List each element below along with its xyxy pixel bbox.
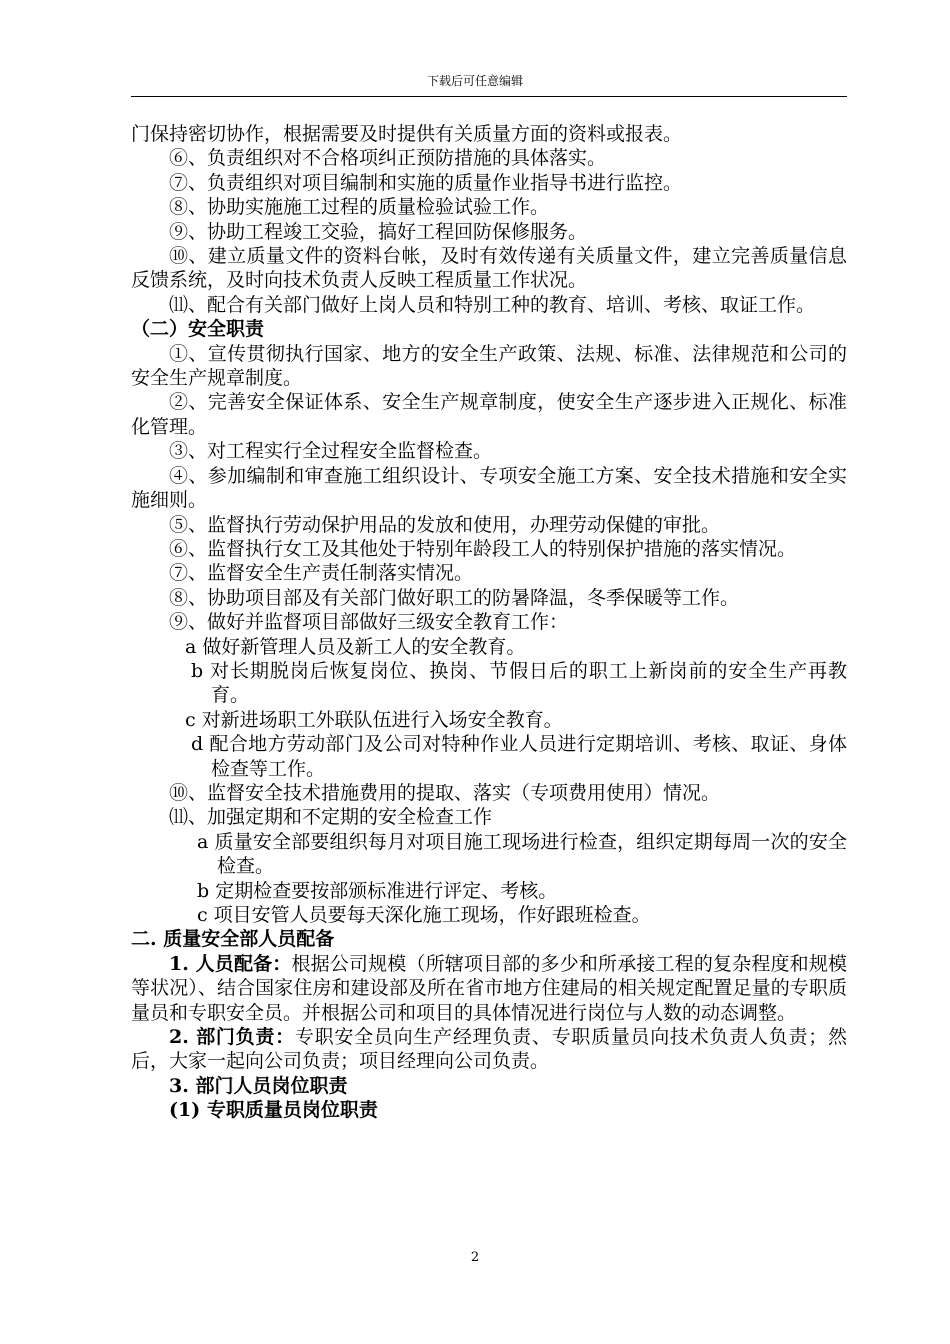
page-header: 下载后可任意编辑 [426, 74, 523, 88]
safety-duty-2: ②、完善安全保证体系、安全生产规章制度，使安全生产逐步进入正规化、标准化管理。 [131, 391, 847, 438]
safety-duty-8: ⑧、协助项目部及有关部门做好职工的防暑降温，冬季保暖等工作。 [169, 586, 740, 609]
header-divider [131, 96, 847, 97]
safety-duty-11: ⑾、加强定期和不定期的安全检查工作 [169, 806, 493, 829]
quality-duty-10: ⑩、建立质量文件的资料台帐，及时有效传递有关质量文件，建立完善质量信息反馈系统，及时向技术负责人反映工程质量工作状况。 [131, 245, 847, 292]
staffing-text-2: 专职安全员向生产经理负责、专职质量员向技术负责人负责；然后，大家一起向公司负责；项目经理向公司负责。 [131, 1026, 847, 1073]
safety-duty-9d: d 配合地方劳动部门及公司对特种作业人员进行定期培训、考核、取证、身体检查等工作。 [191, 733, 847, 780]
safety-duty-9c: c 对新进场职工外联队伍进行入场安全教育。 [185, 708, 563, 731]
safety-duty-6: ⑥、监督执行女工及其他处于特别年龄段工人的特别保护措施的落实情况。 [169, 537, 797, 560]
safety-duty-9b: b 对长期脱岗后恢复岗位、换岗、节假日后的职工上新岗前的安全生产再教育。 [191, 659, 847, 707]
document-body [131, 122, 847, 1123]
staffing-label-1: 1. 人员配备： [169, 952, 292, 975]
section-heading-staffing: 二. 质量安全部人员配备 [131, 928, 335, 951]
safety-duty-9a: a 做好新管理人员及新工人的安全教育。 [185, 635, 526, 658]
quality-duty-7: ⑦、负责组织对项目编制和实施的质量作业指导书进行监控。 [169, 171, 683, 194]
subheading-quality-officer: (1) 专职质量员岗位职责 [169, 1099, 378, 1122]
safety-duty-10: ⑩、监督安全技术措施费用的提取、落实（专项费用使用）情况。 [169, 781, 721, 804]
section-heading-safety: （二）安全职责 [131, 318, 265, 341]
quality-duty-8: ⑧、协助实施施工过程的质量检验试验工作。 [169, 196, 550, 219]
safety-duty-11b: b 定期检查要按部颁标准进行评定、考核。 [197, 879, 558, 902]
safety-duty-1: ①、宣传贯彻执行国家、地方的安全生产政策、法规、标准、法律规范和公司的安全生产规章制度。 [131, 342, 847, 390]
quality-duty-11: ⑾、配合有关部门做好上岗人员和特别工种的教育、培训、考核、取证工作。 [169, 293, 816, 316]
staffing-text-1: 根据公司规模（所辖项目部的多少和所承接工程的复杂程度和规模等状况）、结合国家住房和建设部及所在省市地方住建局的相关规定配置足量的专职质量员和专职安全员。并根据公司和项目的具体情况进行岗位与人数的动态调整。 [131, 952, 847, 1024]
safety-duty-9: ⑨、做好并监督项目部做好三级安全教育工作： [169, 611, 569, 634]
subheading-duties: 3. 部门人员岗位职责 [169, 1074, 348, 1097]
safety-duty-5: ⑤、监督执行劳动保护用品的发放和使用，办理劳动保健的审批。 [169, 513, 721, 536]
safety-duty-11c: c 项目安管人员要每天深化施工现场，作好跟班检查。 [197, 904, 651, 926]
quality-duty-9: ⑨、协助工程竣工交验，搞好工程回防保修服务。 [169, 220, 588, 243]
safety-duty-3: ③、对工程实行全过程安全监督检查。 [169, 440, 493, 463]
staffing-paragraph-2 [131, 1025, 847, 1074]
safety-duty-7: ⑦、监督安全生产责任制落实情况。 [169, 562, 474, 585]
page-number: 2 [470, 1250, 480, 1265]
paragraph: 门保持密切协作，根据需要及时提供有关质量方面的资料或报表。 [131, 123, 683, 145]
staffing-paragraph-1 [131, 952, 847, 1025]
safety-duty-4: ④、参加编制和审查施工组织设计、专项安全施工方案、安全技术措施和安全实施细则。 [131, 464, 847, 512]
quality-duty-6: ⑥、负责组织对不合格项纠正预防措施的具体落实。 [169, 147, 607, 170]
safety-duty-11a: a 质量安全部要组织每月对项目施工现场进行检查，组织定期每周一次的安全检查。 [197, 830, 847, 878]
staffing-label-2: 2. 部门负责： [169, 1026, 295, 1049]
